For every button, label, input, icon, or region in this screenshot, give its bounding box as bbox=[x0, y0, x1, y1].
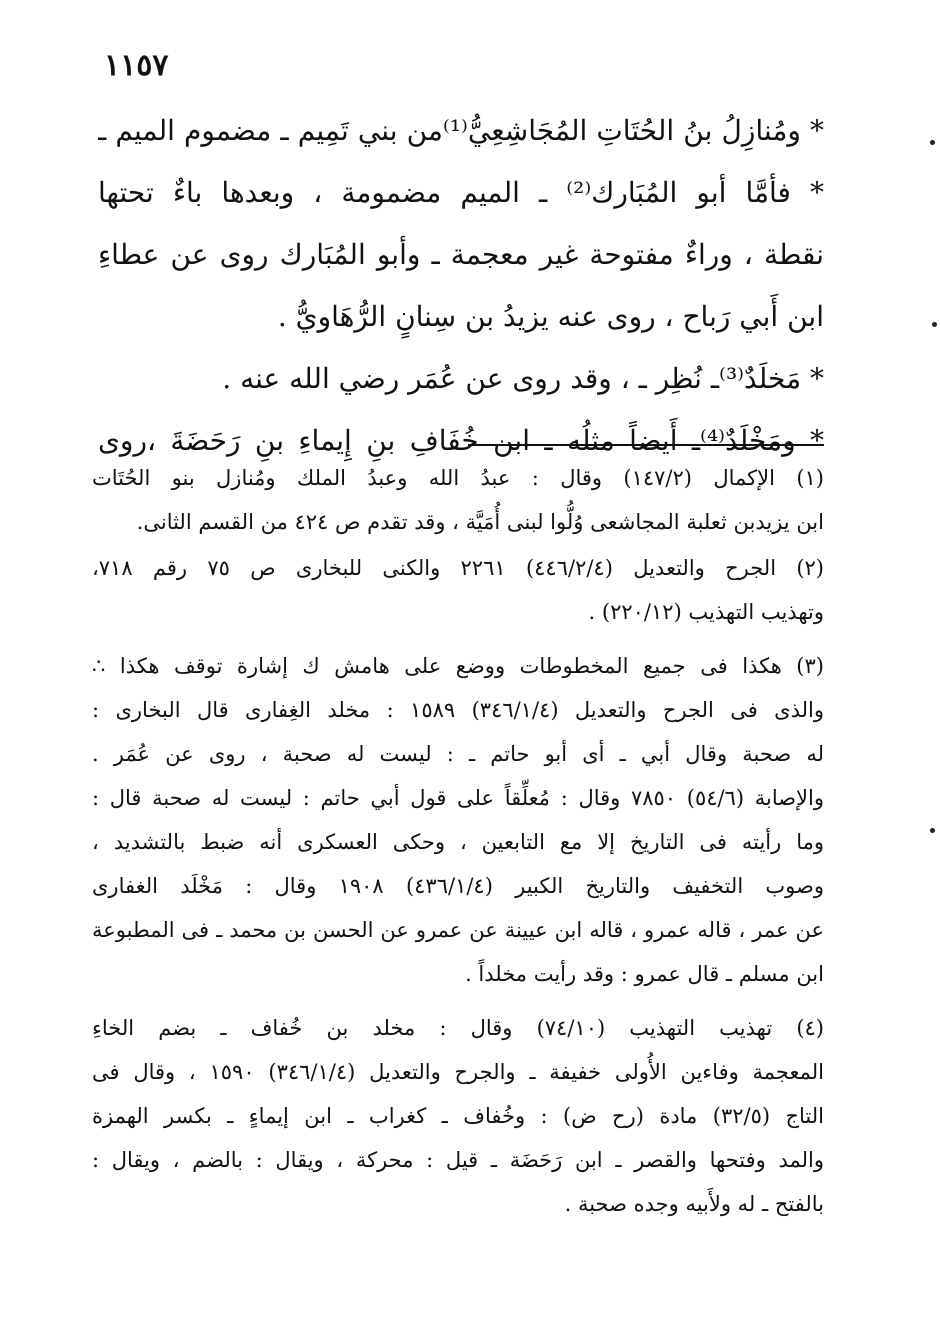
footnote-spacer bbox=[92, 998, 824, 1006]
main-text bbox=[98, 100, 824, 472]
footnote-line: والمد وفتحها والقصر ـ ابن رَحَضَة ـ قيل : محركة ، ويقال : بالضم ، ويقال : bbox=[92, 1148, 824, 1172]
main-text-line: ابن أَبي رَباح ، روى عنه يزيدُ بن سِنانٍ الرُّهَاويُّ . bbox=[277, 300, 824, 333]
footnote-line: وما رأيته فى التاريخ إلا مع التابعين ، وحكى العسكرى أنه ضبط بالتشديد ، bbox=[92, 830, 824, 854]
footnote-line: وتهذيب التهذيب (٢٢٠/١٢) . bbox=[588, 600, 824, 624]
footnote-line: (٣) هكذا فى جميع المخطوطات ووضع على هامش ك إشارة توقف هكذا ∴ bbox=[92, 654, 824, 678]
main-text-line: * ومُنازِلُ بنُ الحُتَاتِ المُجَاشِعِيُّ⁽¹⁾من بني تَمِيم ـ مضموم الميم ـ bbox=[98, 114, 824, 147]
footnote-line: ابن مسلم ـ قال عمرو : وقد رأيت مخلداً . bbox=[465, 962, 824, 986]
footnote-4 bbox=[92, 1006, 824, 1226]
footnote-line: (٤) تهذيب التهذيب (٧٤/١٠) وقال : مخلد بن خُفاف ـ بضم الخاءِ bbox=[92, 1016, 824, 1040]
main-text-line: * فأمَّا أبو المُبَارك⁽²⁾ ـ الميم مضمومة ، وبعدها باءٌ تحتها bbox=[98, 176, 824, 209]
footnote-spacer bbox=[92, 636, 824, 644]
footnote-line: ابن يزيدبن ثعلبة المجاشعى وُلُّوا لبنى أُمَيَّة ، وقد تقدم ص ٤٢٤ من القسم الثانى. bbox=[136, 510, 824, 534]
scan-speck bbox=[932, 322, 937, 327]
footnote-line: والذى فى الجرح والتعديل (٣٤٦/١/٤) ١٥٨٩ : مخلد الغِفارى قال البخارى : bbox=[92, 698, 824, 722]
footnote-line: والإصابة (٥٤/٦) ٧٨٥٠ وقال : مُعلِّقاً على قول أبي حاتم : ليست له صحبة قال : bbox=[92, 786, 824, 810]
footnote-line: له صحبة وقال أبي ـ أى أبو حاتم ـ : ليست له صحبة ، روى عن عُمَر . bbox=[92, 742, 824, 766]
footnote-line: (١) الإكمال (١٤٧/٢) وقال : عبدُ الله وعبدُ الملك ومُنازل بنو الحُتَات bbox=[92, 466, 824, 490]
scan-speck bbox=[930, 828, 935, 833]
footnote-1 bbox=[92, 456, 824, 544]
scan-speck bbox=[930, 140, 935, 145]
footnote-2 bbox=[92, 546, 824, 634]
page-number: ١١٥٧ bbox=[104, 48, 169, 83]
footnote-3 bbox=[92, 644, 824, 996]
footnote-line: المعجمة وفاءين الأُولى خفيفة ـ والجرح والتعديل (٣٤٦/١/٤) ١٥٩٠ ، وقال فى bbox=[92, 1060, 824, 1084]
footnote-line: (٢) الجرح والتعديل (٤٤٦/٢/٤) ٢٢٦١ والكنى للبخارى ص ٧٥ رقم ٧١٨، bbox=[92, 556, 824, 580]
main-text-line: نقطة ، وراءٌ مفتوحة غير معجمة ـ وأبو المُبَارك روى عن عطاءِ bbox=[98, 238, 824, 271]
footnote-line: التاج (٣٢/٥) مادة (رح ض) : وخُفاف ـ كغراب ـ ابن إيماءٍ ـ بكسر الهمزة bbox=[92, 1104, 824, 1128]
footnotes bbox=[92, 456, 824, 1228]
main-text-line: * ومَخْلَدٌ⁽⁴⁾ـ أَيضاً مثلُه ـ ابن خُفَافِ بنِ إِيماءِ بنِ رَحَضَةَ ،روى bbox=[98, 424, 824, 457]
footnote-line: بالفتح ـ له ولأَبيه وجده صحبة . bbox=[564, 1192, 824, 1216]
footnote-divider bbox=[468, 444, 824, 446]
footnote-line: عن عمر ، قاله عمرو ، قاله ابن عيينة عن عمرو عن الحسن بن محمد ـ فى المطبوعة bbox=[92, 918, 824, 942]
main-text-line: * مَخلَدٌ⁽³⁾ـ نُظِر ـ ، وقد روى عن عُمَر رضي الله عنه . bbox=[222, 362, 824, 395]
footnote-line: وصوب التخفيف والتاريخ الكبير (٤٣٦/١/٤) ١٩٠٨ وقال : مَخْلَد الغفارى bbox=[92, 874, 824, 898]
